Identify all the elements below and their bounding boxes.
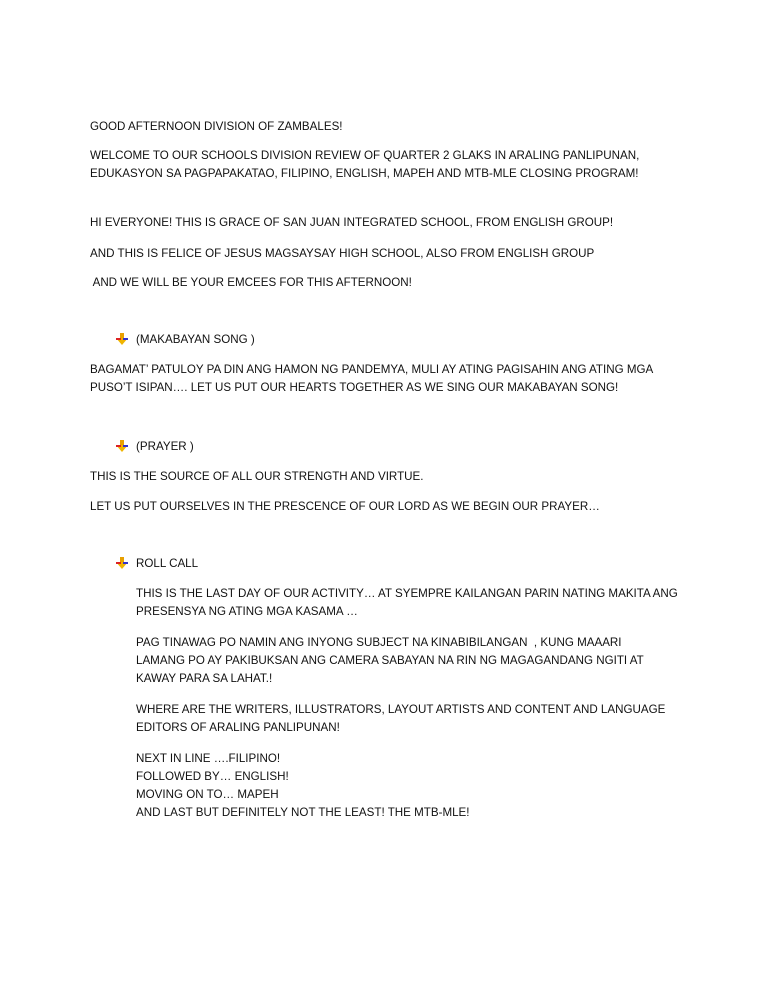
- intro-line: HI EVERYONE! THIS IS GRACE OF SAN JUAN INTEGRATED SCHOOL, FROM ENGLISH GROUP!: [90, 216, 614, 229]
- arrow-down-bullet-icon: [116, 333, 128, 345]
- welcome-line: WELCOME TO OUR SCHOOLS DIVISION REVIEW OF QUARTER 2 GLAKS IN ARALING PANLIPUNAN,: [90, 149, 640, 162]
- prayer-heading: (PRAYER ): [136, 440, 194, 453]
- arrow-down-bullet-icon: [116, 557, 128, 569]
- welcome-line: EDUKASYON SA PAGPAPAKATAO, FILIPINO, ENGLISH, MAPEH AND MTB-MLE CLOSING PROGRAM!: [90, 167, 639, 180]
- rollcall-text: WHERE ARE THE WRITERS, ILLUSTRATORS, LAYOUT ARTISTS AND CONTENT AND LANGUAGE: [136, 703, 666, 716]
- rollcall-text: EDITORS OF ARALING PANLIPUNAN!: [136, 721, 340, 734]
- song-text: PUSO’T ISIPAN…. LET US PUT OUR HEARTS TOGETHER AS WE SING OUR MAKABAYAN SONG!: [90, 381, 619, 394]
- arrow-down-bullet-icon: [116, 440, 128, 452]
- prayer-text: THIS IS THE SOURCE OF ALL OUR STRENGTH AND VIRTUE.: [90, 470, 424, 483]
- prayer-text: LET US PUT OURSELVES IN THE PRESCENCE OF OUR LORD AS WE BEGIN OUR PRAYER…: [90, 500, 600, 513]
- rollcall-text: PAG TINAWAG PO NAMIN ANG INYONG SUBJECT NA KINABIBILANGAN , KUNG MAAARI: [136, 636, 622, 649]
- song-heading: (MAKABAYAN SONG ): [136, 333, 255, 346]
- rollcall-text: THIS IS THE LAST DAY OF OUR ACTIVITY… AT SYEMPRE KAILANGAN PARIN NATING MAKITA ANG: [136, 587, 678, 600]
- intro-line: AND THIS IS FELICE OF JESUS MAGSAYSAY HIGH SCHOOL, ALSO FROM ENGLISH GROUP: [90, 247, 595, 260]
- rollcall-text: FOLLOWED BY… ENGLISH!: [136, 770, 289, 783]
- rollcall-text: LAMANG PO AY PAKIBUKSAN ANG CAMERA SABAYAN NA RIN NG MAGAGANDANG NGITI AT: [136, 654, 644, 667]
- rollcall-text: AND LAST BUT DEFINITELY NOT THE LEAST! THE MTB-MLE!: [136, 806, 470, 819]
- rollcall-text: NEXT IN LINE ….FILIPINO!: [136, 752, 281, 765]
- rollcall-text: MOVING ON TO… MAPEH: [136, 788, 279, 801]
- rollcall-text: KAWAY PARA SA LAHAT.!: [136, 672, 273, 685]
- song-text: BAGAMAT’ PATULOY PA DIN ANG HAMON NG PANDEMYA, MULI AY ATING PAGISAHIN ANG ATING MGA: [90, 363, 654, 376]
- rollcall-text: PRESENSYA NG ATING MGA KASAMA …: [136, 605, 358, 618]
- greeting: GOOD AFTERNOON DIVISION OF ZAMBALES!: [90, 120, 343, 133]
- rollcall-heading: ROLL CALL: [136, 557, 199, 570]
- intro-line: AND WE WILL BE YOUR EMCEES FOR THIS AFTERNOON!: [90, 276, 412, 289]
